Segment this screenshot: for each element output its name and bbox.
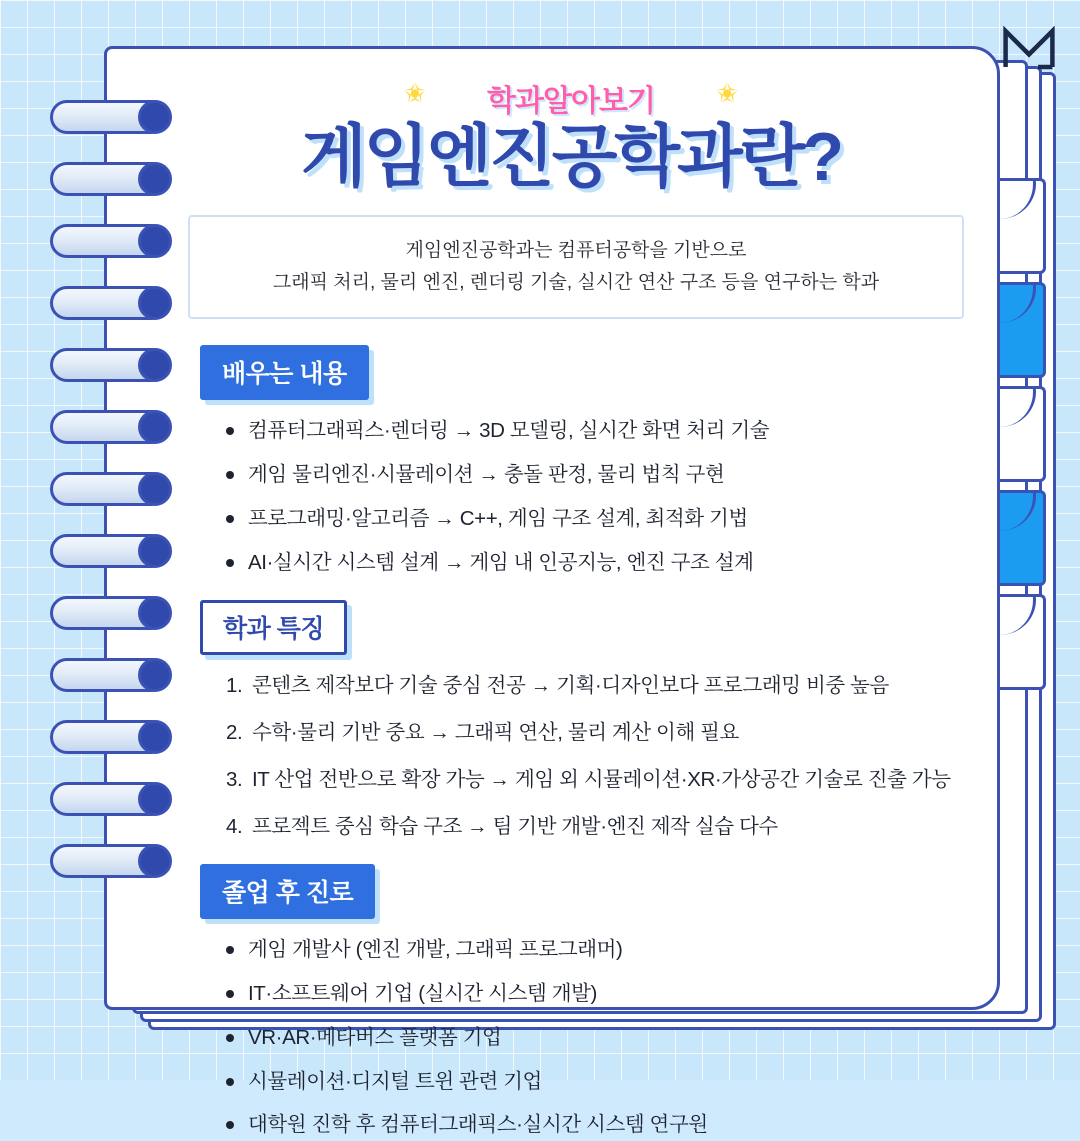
list-item: 프로젝트 중심 학습 구조 → 팀 기반 개발·엔진 제작 실습 다수 bbox=[252, 814, 778, 838]
list-item: 대학원 진학 후 컴퓨터그래픽스·실시간 시스템 연구원 bbox=[226, 1110, 954, 1141]
star-icon-right: ✬ bbox=[716, 78, 738, 108]
summary-line-2: 그래픽 처리, 물리 엔진, 렌더링 기술, 실시간 연산 구조 등을 연구하는 학과 bbox=[272, 272, 880, 294]
eyebrow-label: 학과알아보기 bbox=[487, 85, 655, 118]
monogram-m-logo bbox=[1002, 22, 1056, 76]
section-careers bbox=[188, 864, 954, 1141]
list-item: 게임 물리엔진·시뮬레이션 → 충돌 판정, 물리 법칙 구현 bbox=[226, 460, 954, 491]
section-learning bbox=[188, 345, 954, 578]
list-item: 게임 개발사 (엔진 개발, 그래픽 프로그래머) bbox=[226, 935, 954, 966]
section-title-careers: 졸업 후 진로 bbox=[200, 864, 375, 919]
list-item: AI·실시간 시스템 설계 → 게임 내 인공지능, 엔진 구조 설계 bbox=[226, 548, 954, 579]
section-title-learning: 배우는 내용 bbox=[200, 345, 369, 400]
section-features bbox=[188, 600, 954, 842]
card-content bbox=[104, 46, 994, 1137]
features-list bbox=[200, 671, 954, 842]
list-item: 프로그래밍·알고리즘 → C++, 게임 구조 설계, 최적화 기법 bbox=[226, 504, 954, 535]
star-icon-left: ✬ bbox=[404, 78, 426, 108]
list-item: 콘텐츠 제작보다 기술 중심 전공 → 기획·디자인보다 프로그래밍 비중 높음 bbox=[252, 674, 889, 698]
list-item: IT 산업 전반으로 확장 가능 → 게임 외 시뮬레이션·XR·가상공간 기술로 진출 가능 bbox=[252, 767, 951, 791]
summary-box bbox=[188, 215, 964, 320]
list-item: 컴퓨터그래픽스·렌더링 → 3D 모델링, 실시간 화면 처리 기술 bbox=[226, 416, 954, 447]
careers-list bbox=[200, 935, 954, 1141]
learning-list bbox=[200, 416, 954, 578]
list-item: IT·소프트웨어 기업 (실시간 시스템 개발) bbox=[226, 979, 954, 1010]
eyebrow-row bbox=[188, 76, 954, 120]
section-title-features: 학과 특징 bbox=[200, 600, 347, 655]
list-item: VR·AR·메타버스 플랫폼 기업 bbox=[226, 1023, 954, 1054]
list-item: 시뮬레이션·디지털 트윈 관련 기업 bbox=[226, 1067, 954, 1098]
page-title: 게임엔진공학과란? bbox=[300, 119, 842, 195]
summary-line-1: 게임엔진공학과는 컴퓨터공학을 기반으로 bbox=[405, 239, 747, 261]
list-item: 수학·물리 기반 중요 → 그래픽 연산, 물리 계산 이해 필요 bbox=[252, 721, 739, 745]
